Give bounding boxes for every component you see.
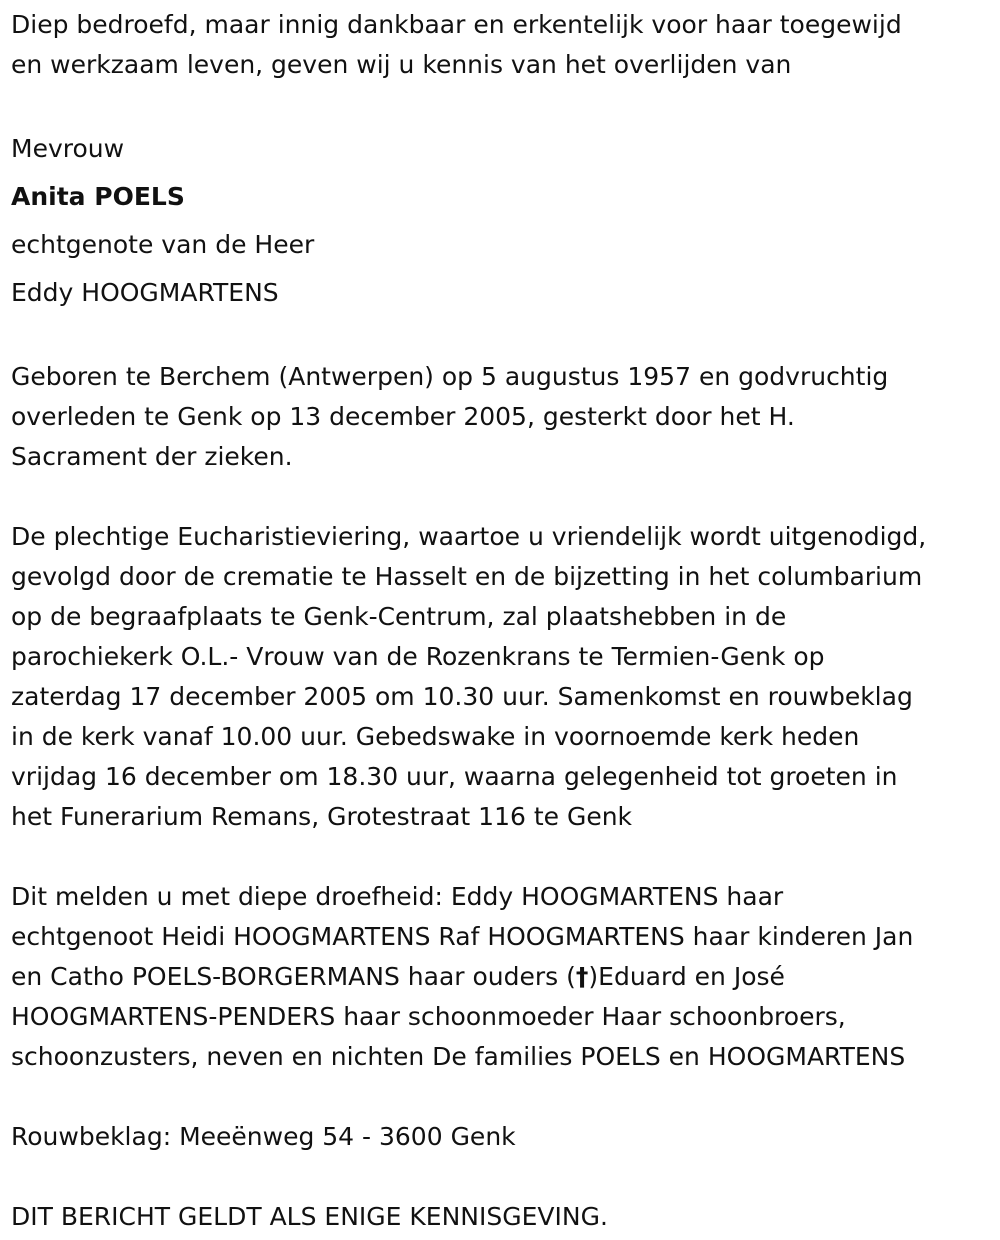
family-line [11, 957, 996, 997]
condolences-address: Rouwbeklag: Meeënweg 54 - 3600 Genk [11, 1122, 516, 1151]
notice-paragraph [11, 1197, 996, 1237]
family-line: schoonzusters, neven en nichten De families POELS en HOOGMARTENS [11, 1042, 906, 1071]
spacer [11, 317, 996, 357]
cross-icon: † [575, 962, 589, 991]
spacer [11, 1157, 996, 1197]
deceased-block [11, 125, 996, 317]
spacer [11, 477, 996, 517]
condolences-paragraph [11, 1117, 996, 1157]
deceased-title: Mevrouw [11, 134, 125, 163]
intro-line: Diep bedroefd, maar innig dankbaar en erkentelijk voor haar toegewijd [11, 10, 902, 39]
birth-death-line: overleden te Genk op 13 december 2005, gesterkt door het H. [11, 402, 795, 431]
intro-line: en werkzaam leven, geven wij u kennis van het overlijden van [11, 50, 792, 79]
ceremony-line: op de begraafplaats te Genk-Centrum, zal plaatshebben in de [11, 602, 787, 631]
family-line: echtgenoot Heidi HOOGMARTENS Raf HOOGMARTENS haar kinderen Jan [11, 922, 914, 951]
birth-death-line: Geboren te Berchem (Antwerpen) op 5 augustus 1957 en godvruchtig [11, 362, 889, 391]
birth-death-line: Sacrament der zieken. [11, 442, 293, 471]
ceremony-line: gevolgd door de crematie te Hasselt en de bijzetting in het columbarium [11, 562, 923, 591]
obituary-notice [11, 5, 996, 1237]
deceased-name: Anita POELS [11, 182, 185, 211]
ceremony-line: zaterdag 17 december 2005 om 10.30 uur. Samenkomst en rouwbeklag [11, 682, 913, 711]
notice-text: DIT BERICHT GELDT ALS ENIGE KENNISGEVING. [11, 1202, 608, 1231]
ceremony-line: parochiekerk O.L.- Vrouw van de Rozenkrans te Termien-Genk op [11, 642, 825, 671]
ceremony-line: vrijdag 16 december om 18.30 uur, waarna gelegenheid tot groeten in [11, 762, 898, 791]
ceremony-line: De plechtige Eucharistieviering, waartoe u vriendelijk wordt uitgenodigd, [11, 522, 927, 551]
family-paragraph [11, 877, 996, 1077]
family-line: HOOGMARTENS-PENDERS haar schoonmoeder Haar schoonbroers, [11, 1002, 846, 1031]
intro-paragraph [11, 5, 996, 85]
spouse-name: Eddy HOOGMARTENS [11, 278, 279, 307]
ceremony-line: in de kerk vanaf 10.00 uur. Gebedswake in voornoemde kerk heden [11, 722, 860, 751]
spacer [11, 1077, 996, 1117]
birth-death-paragraph [11, 357, 996, 477]
spacer [11, 85, 996, 125]
ceremony-line: het Funerarium Remans, Grotestraat 116 te Genk [11, 802, 633, 831]
deceased-relation: echtgenote van de Heer [11, 230, 315, 259]
family-line-text: en Catho POELS-BORGERMANS haar ouders ( [11, 962, 576, 991]
family-line: Dit melden u met diepe droefheid: Eddy HOOGMARTENS haar [11, 882, 784, 911]
ceremony-paragraph [11, 517, 996, 837]
family-line-text: )Eduard en José [588, 962, 785, 991]
spacer [11, 837, 996, 877]
